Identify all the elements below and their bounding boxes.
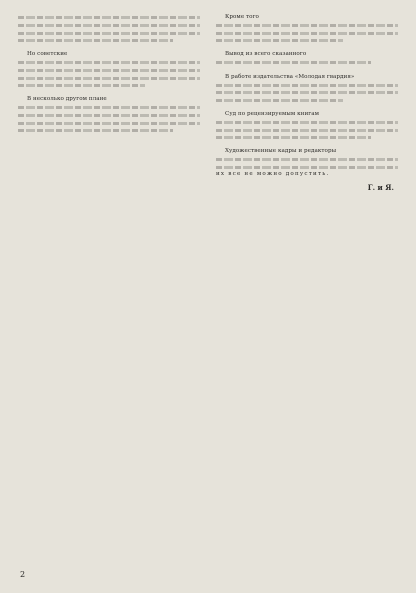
paragraph <box>216 74 398 82</box>
paragraph <box>216 148 398 156</box>
paragraph <box>216 111 398 119</box>
paragraph-lead: В работе издательства «Молодая гвардия» <box>225 73 355 80</box>
paragraph <box>18 96 200 104</box>
paragraph-lead: Вывод из всего сказанного <box>225 51 307 58</box>
paragraph <box>216 14 398 22</box>
paragraph-lead: Но советские <box>27 51 68 58</box>
paragraph-lead: Суд по рецензируемым книгам <box>225 110 320 117</box>
left-column <box>18 14 200 562</box>
paragraph <box>216 51 398 59</box>
text-columns <box>18 14 398 562</box>
signature: Г. и Я. <box>367 182 394 192</box>
paragraph <box>18 51 200 59</box>
paragraph-lead: Художественные кадры и редакторы <box>225 148 337 155</box>
paragraph-lead: Кроме того <box>225 14 259 20</box>
page-number: 2 <box>20 570 26 579</box>
paragraph-lead: В несколько другом плане <box>27 96 107 103</box>
closing-line: их все не можно допустить. <box>216 171 330 178</box>
right-column <box>216 14 398 562</box>
